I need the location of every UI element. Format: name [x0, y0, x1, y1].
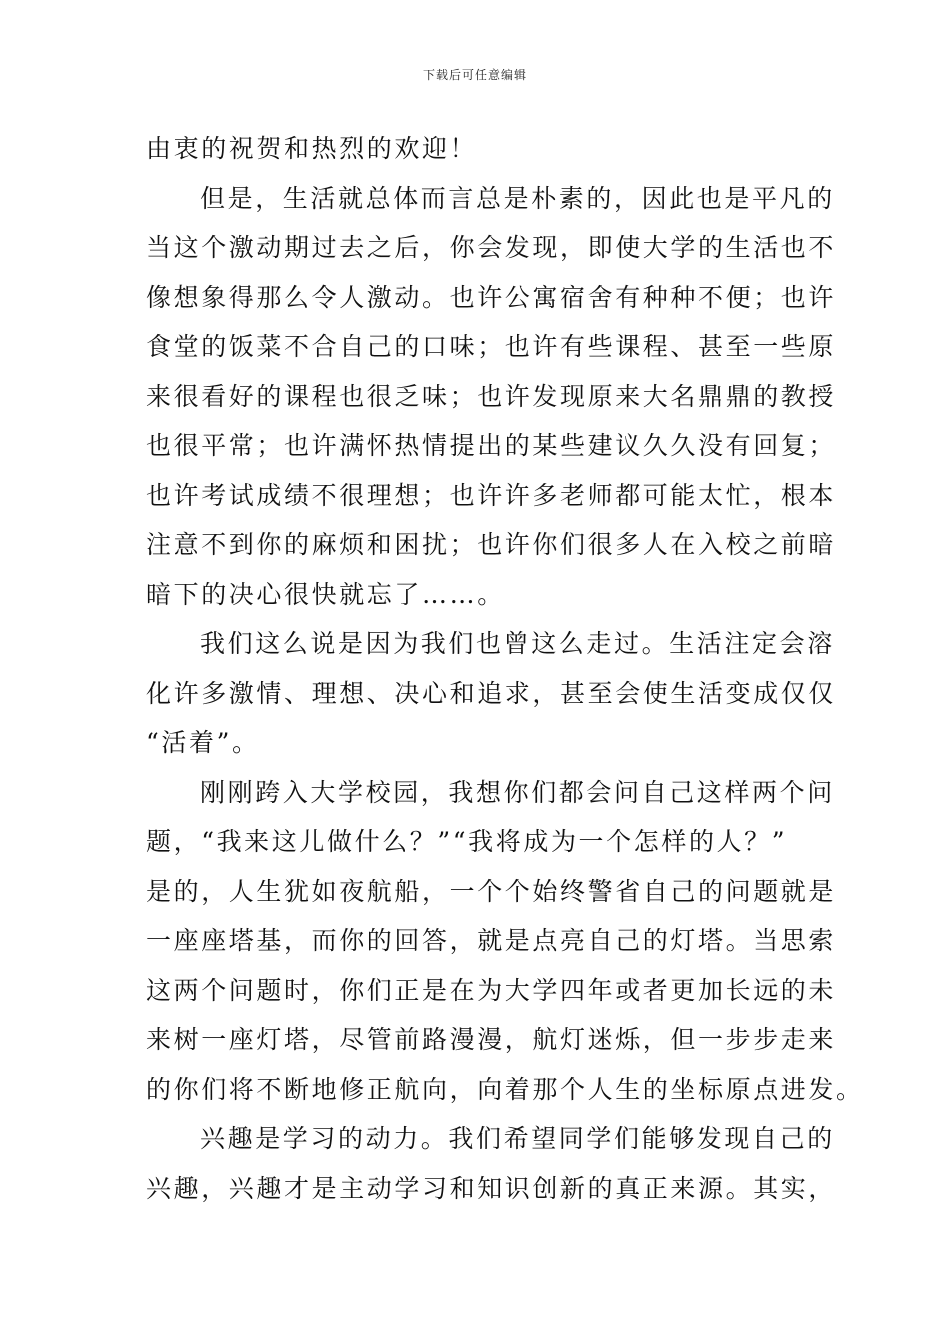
text-line: 刚刚跨入大学校园，我想你们都会问自己这样两个问: [200, 777, 835, 807]
paragraph-2: [146, 174, 837, 620]
text-line: 也许考试成绩不很理想；也许许多老师都可能太忙，根本: [146, 480, 837, 510]
text-line: 由衷的祝贺和热烈的欢迎！: [146, 134, 478, 163]
paragraph-3: [146, 619, 837, 768]
text-line: 是的，人生犹如夜航船，一个个始终警省自己的问题就是: [146, 876, 837, 906]
page-header-note: 下载后可任意编辑: [422, 68, 527, 82]
text-line: 也很平常；也许满怀热情提出的某些建议久久没有回复；: [146, 431, 837, 460]
text-line: 题，“我来这儿做什么？”“我将成为一个怎样的人？”: [146, 827, 788, 856]
text-line: 兴趣，兴趣才是主动学习和知识创新的真正来源。其实，: [146, 1173, 837, 1203]
text-line: 我们这么说是因为我们也曾这么走过。生活注定会溶: [200, 629, 835, 658]
text-line: 兴趣是学习的动力。我们希望同学们能够发现自己的: [200, 1124, 835, 1153]
text-line: 的你们将不断地修正航向，向着那个人生的坐标原点进发。: [146, 1074, 864, 1104]
text-line: 食堂的饭菜不合自己的口味；也许有些课程、甚至一些原: [146, 332, 837, 361]
document-body: [146, 124, 864, 1213]
text-line: 像想象得那么令人激动。也许公寓宿舍有种种不便；也许: [146, 282, 837, 312]
paragraph-4: [146, 768, 864, 1115]
text-line: 当这个激动期过去之后，你会发现，即使大学的生活也不: [146, 233, 837, 262]
paragraph-1: [146, 124, 806, 174]
text-line: 化许多激情、理想、决心和追求，甚至会使生活变成仅仅: [146, 678, 837, 708]
text-line: 一座座塔基，而你的回答，就是点亮自己的灯塔。当思索: [146, 926, 837, 955]
text-line: 来很看好的课程也很乏味；也许发现原来大名鼎鼎的教授: [146, 381, 837, 411]
text-line: 但是，生活就总体而言总是朴素的，因此也是平凡的: [200, 183, 835, 213]
text-line: “活着”。: [146, 728, 260, 757]
text-line: 暗下的决心很快就忘了……。: [146, 579, 505, 609]
text-line: 这两个问题时，你们正是在为大学四年或者更加长远的未: [146, 975, 837, 1005]
text-line: 来树一座灯塔，尽管前路漫漫，航灯迷烁，但一步步走来: [146, 1025, 837, 1054]
paragraph-5: [146, 1114, 837, 1213]
text-line: 注意不到你的麻烦和困扰；也许你们很多人在入校之前暗: [146, 530, 837, 559]
